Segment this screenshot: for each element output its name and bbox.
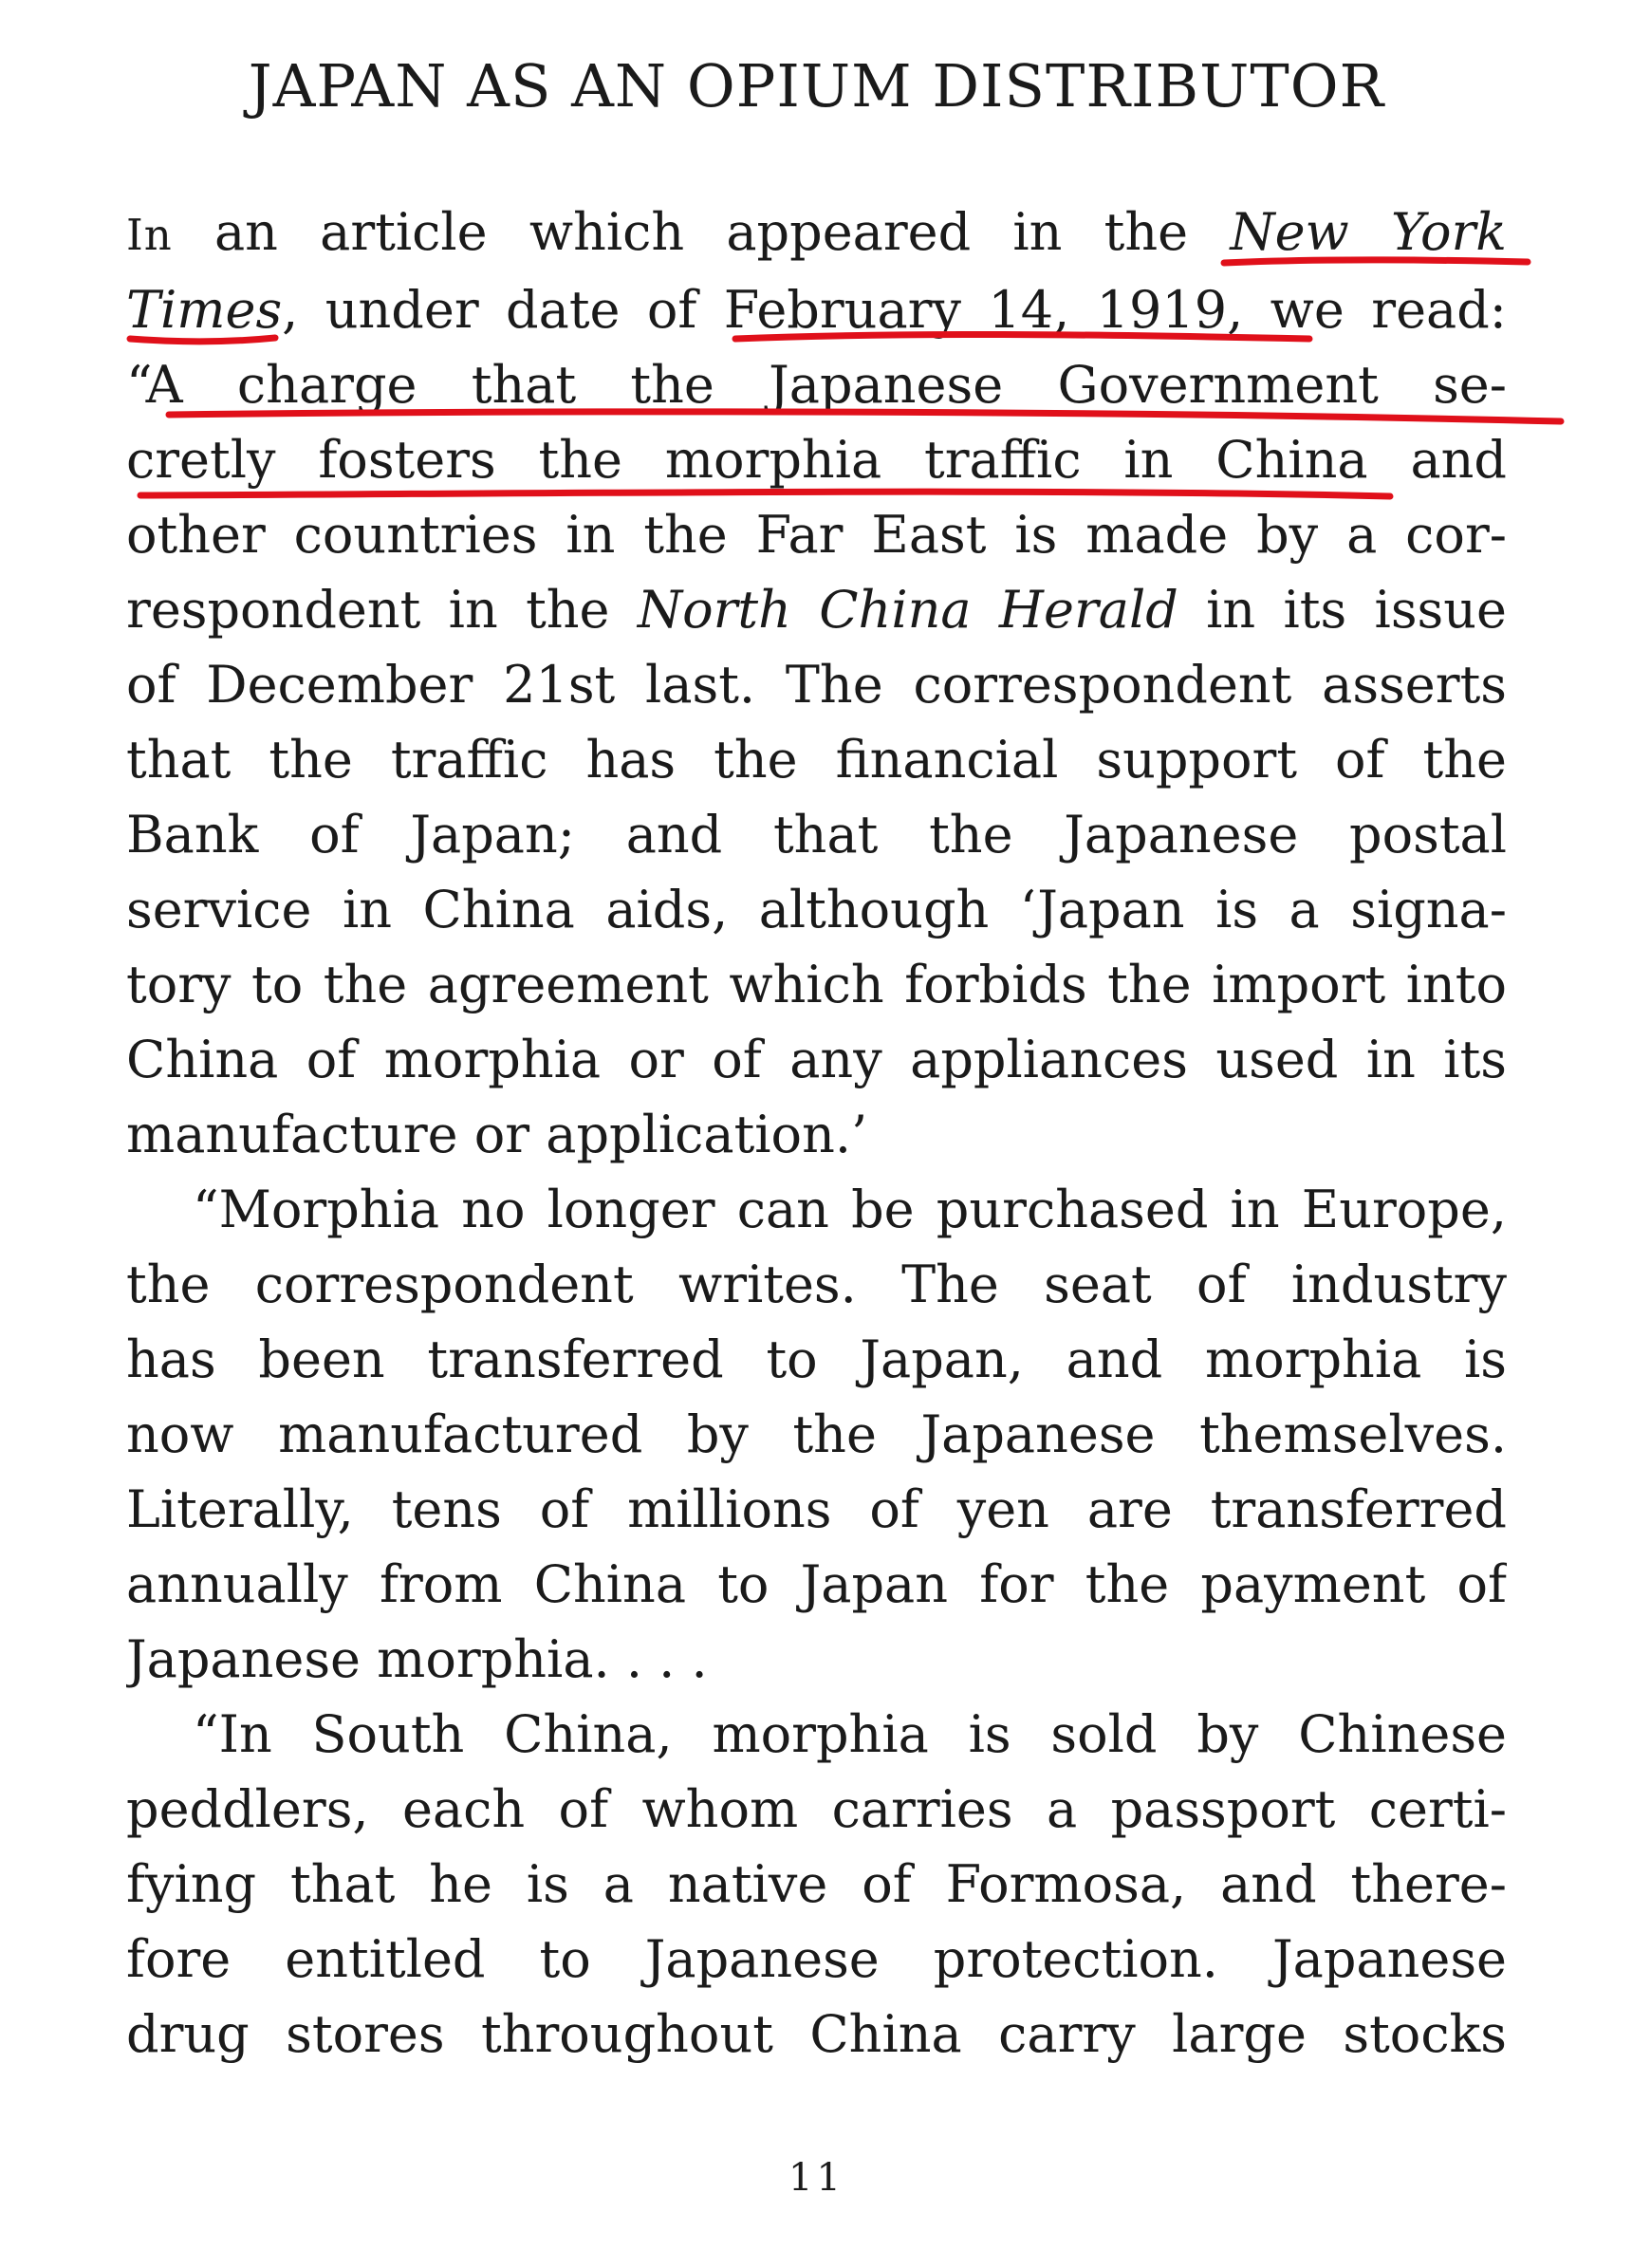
newspaper-title: New York [1230,202,1507,262]
newspaper-title-cont: Times [126,280,283,340]
text-segment: respondent in the [126,580,638,640]
paragraph-2 [126,1172,1507,1697]
text-segment: an article which appeared in the [172,202,1231,262]
book-page [126,51,1507,2200]
text-line [126,572,1507,647]
text-line [126,195,1507,272]
text-line: “In South China, morphia is sold by Chinese [193,1704,1507,1764]
text-line: has been transferred to Japan, and morphia is [126,1329,1507,1389]
text-line: fore entitled to Japanese protection. Japanese [126,1929,1507,1989]
paragraph-1 [126,195,1507,1172]
chapter-title: JAPAN AS AN OPIUM DISTRIBUTOR [248,51,1385,121]
text-line: Japanese morphia. . . . [126,1629,708,1689]
text-line: the correspondent writes. The seat of industry [126,1255,1507,1314]
text-line: Literally, tens of millions of yen are transferred [126,1479,1507,1539]
text-line: that the traffic has the financial support of the [126,730,1507,790]
text-line: of December 21st last. The correspondent asserts [126,655,1507,715]
text-line: now manufactured by the Japanese themselves. [126,1404,1507,1464]
text-line: cretly fosters the morphia traffic in China and [126,430,1507,490]
drop-word: In [126,210,173,260]
text-line: drug stores throughout China carry large stocks [126,2004,1507,2064]
newspaper-title: North China Herald [637,580,1178,640]
body-text [126,195,1507,2072]
text-line: tory to the agreement which forbids the import into [126,955,1507,1014]
text-line: “A charge that the Japanese Government se- [126,355,1507,415]
text-line: Bank of Japan; and that the Japanese postal [126,805,1507,864]
text-line: other countries in the Far East is made by a cor- [126,505,1507,565]
text-segment: , under date of February 14, 1919, we read: [282,280,1507,340]
page-number: 11 [788,2156,844,2200]
text-segment: in its issue [1178,580,1507,640]
text-line: peddlers, each of whom carries a passport certi- [126,1779,1507,1839]
text-line: fying that he is a native of Formosa, and there- [126,1854,1507,1914]
text-line: “Morphia no longer can be purchased in Europe, [193,1180,1507,1239]
text-line: manufacture or application.’ [126,1105,868,1164]
text-line: service in China aids, although ‘Japan is a signa- [126,880,1507,939]
paragraph-3 [126,1697,1507,2072]
text-line [126,272,1507,347]
text-line: annually from China to Japan for the payment of [126,1554,1507,1614]
text-line: China of morphia or of any appliances used in its [126,1030,1507,1089]
